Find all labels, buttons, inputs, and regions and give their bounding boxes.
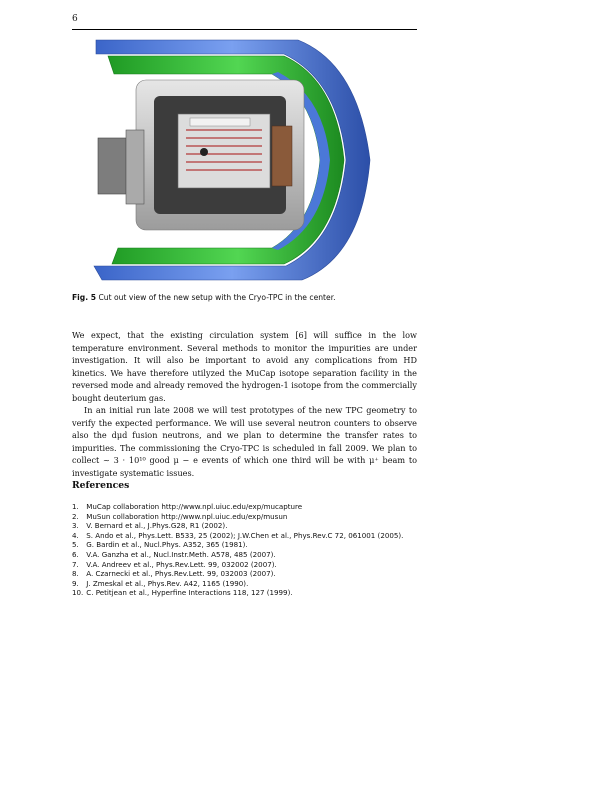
reference-item — [72, 560, 422, 570]
reference-number: 9. — [72, 578, 79, 588]
figure-caption — [72, 293, 417, 302]
reference-item — [72, 588, 422, 598]
caption-text: Cut out view of the new setup with the Cryo-TPC in the center. — [98, 293, 336, 302]
caption-label: Fig. 5 — [72, 293, 97, 302]
page-number: 6 — [72, 14, 78, 24]
paragraph: We expect, that the existing circulation system [6] will suffice in the low temperature environment. Several methods to monitor the impurities are under investigation. It will also be important to avoid any complications from HD kinetics. We have therefore utilyzed the MuCap isotope separation facility in the reversed mode and already removed the hydrogen-1 isotope from the commercially bought deuterium gas. — [72, 330, 417, 403]
reference-text: S. Ando et al., Phys.Lett. B533, 25 (2002); J.W.Chen et al., Phys.Rev.C 72, 061001 (2005). — [86, 530, 404, 540]
reference-number: 3. — [72, 521, 79, 531]
references-list — [72, 502, 422, 598]
reference-text: V.A. Andreev et al., Phys.Rev.Lett. 99, 032002 (2007). — [86, 559, 277, 569]
reference-text: C. Petitjean et al., Hyperfine Interactions 118, 127 (1999). — [86, 588, 293, 598]
reference-text: MuSun collaboration http://www.npl.uiuc.edu/exp/musun — [86, 511, 288, 521]
reference-item — [72, 569, 422, 579]
reference-item — [72, 502, 422, 512]
reference-text: A. Czarnecki et al., Phys.Rev.Lett. 99, 032003 (2007). — [86, 569, 276, 579]
reference-number: 2. — [72, 511, 79, 521]
reference-text: J. Zmeskal et al., Phys.Rev. A42, 1165 (1990). — [86, 578, 249, 588]
reference-number: 1. — [72, 502, 79, 511]
reference-number: 10. — [72, 588, 84, 598]
reference-item — [72, 512, 422, 522]
reference-number: 4. — [72, 530, 79, 540]
reference-text: G. Bardin et al., Nucl.Phys. A352, 365 (1981). — [86, 540, 248, 550]
reference-item — [72, 521, 422, 531]
reference-number: 5. — [72, 540, 79, 550]
reference-number: 7. — [72, 559, 79, 569]
reference-text: MuCap collaboration http://www.npl.uiuc.edu/exp/mucapture — [86, 502, 303, 511]
reference-number: 8. — [72, 569, 79, 579]
reference-number: 6. — [72, 549, 79, 559]
reference-item — [72, 579, 422, 589]
cryo-tpc-setup-illustration — [88, 34, 406, 286]
left-flange — [98, 138, 126, 194]
figure-cutout-view — [88, 34, 406, 286]
reference-text: V.A. Ganzha et al., Nucl.Instr.Meth. A578, 485 (2007). — [86, 549, 276, 559]
reference-text: V. Bernard et al., J.Phys.G28, R1 (2002). — [86, 521, 228, 531]
reference-item — [72, 550, 422, 560]
body-text — [72, 329, 417, 479]
paragraph: In an initial run late 2008 we will test prototypes of the new TPC geometry to verify the expected performance. We will use several neutron counters to observe also the dμd fusion neutrons, and we plan to determine the transfer rates to impurities. The commissioning the Cryo-TPC is scheduled in fall 2009. We plan to collect ~ 3 · 10¹⁰ good μ − e events of which one third will be with μ⁺ beam to investigate systematic issues. — [72, 405, 417, 478]
reference-item — [72, 531, 422, 541]
reference-item — [72, 540, 422, 550]
references-heading: References — [72, 480, 130, 491]
header-rule — [72, 29, 417, 30]
